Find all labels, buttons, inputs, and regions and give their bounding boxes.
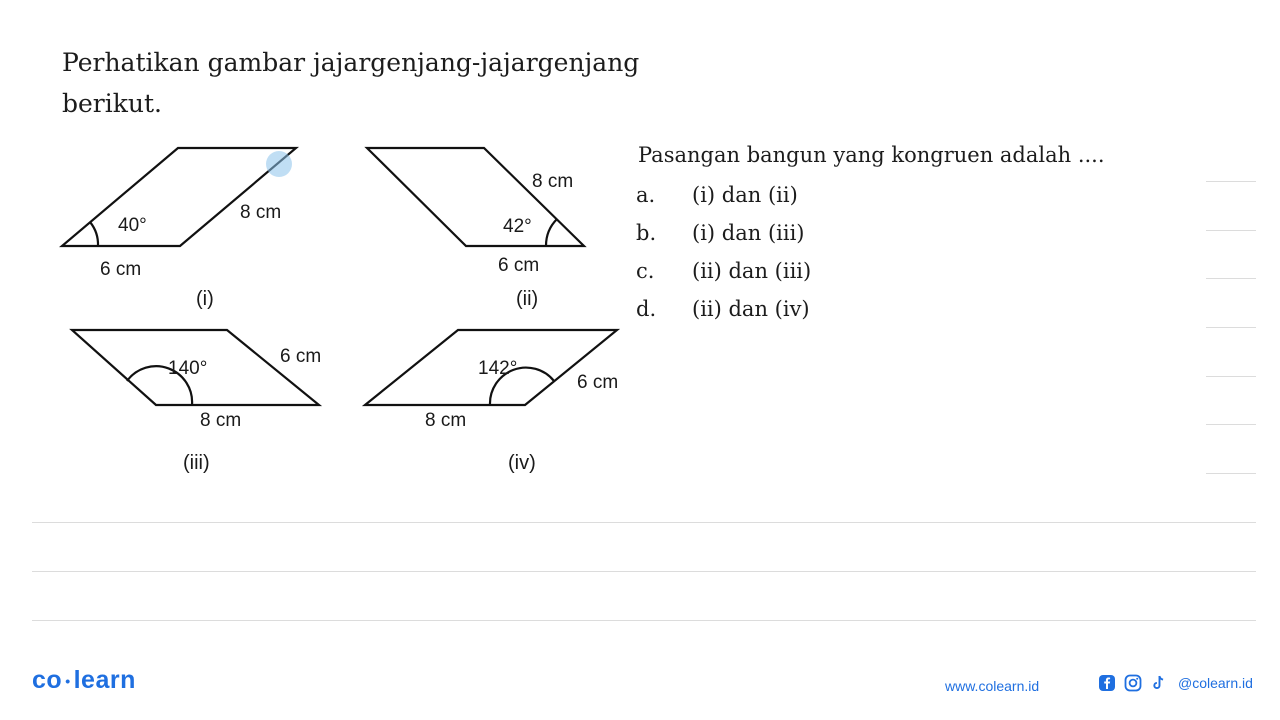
social-links xyxy=(1098,674,1253,692)
angle-label-i: 40° xyxy=(118,215,147,236)
parallelogram-i xyxy=(62,148,296,246)
option-text: (ii) dan (iii) xyxy=(692,259,812,283)
side-label-iii: 6 cm xyxy=(280,346,322,367)
tiktok-icon[interactable] xyxy=(1150,674,1168,692)
caption-iv: (iv) xyxy=(508,452,536,474)
angle-arc-ii xyxy=(546,219,557,246)
angle-arc-i xyxy=(90,222,98,246)
bottom-label-iii: 8 cm xyxy=(200,410,242,431)
option-letter: d. xyxy=(636,297,657,321)
question-prompt: Pasangan bangun yang kongruen adalah .... xyxy=(638,143,1105,167)
option-text: (ii) dan (iv) xyxy=(692,297,810,321)
colearn-logo[interactable] xyxy=(32,666,136,695)
option-text: (i) dan (ii) xyxy=(692,183,798,207)
parallelogram-ii xyxy=(367,148,584,246)
option-text: (i) dan (iii) xyxy=(692,221,805,245)
angle-label-ii: 42° xyxy=(503,216,532,237)
social-handle[interactable]: @colearn.id xyxy=(1178,675,1253,691)
instagram-icon[interactable] xyxy=(1124,674,1142,692)
logo-dot: • xyxy=(65,673,71,690)
side-label-ii: 8 cm xyxy=(532,171,574,192)
website-link[interactable]: www.colearn.id xyxy=(945,678,1040,694)
caption-i: (i) xyxy=(196,288,214,310)
logo-text-learn: learn xyxy=(73,666,136,694)
angle-label-iii: 140° xyxy=(168,358,208,379)
option-letter: a. xyxy=(636,183,656,207)
logo-text-co: co xyxy=(32,666,63,694)
facebook-icon[interactable] xyxy=(1098,674,1116,692)
bottom-label-i: 6 cm xyxy=(100,259,142,280)
caption-ii: (ii) xyxy=(516,288,539,310)
option-letter: b. xyxy=(636,221,657,245)
option-letter: c. xyxy=(636,259,655,283)
question-text: Perhatikan gambar jajargenjang-jajargenjang berikut. xyxy=(62,48,640,118)
pointer-highlight xyxy=(266,151,292,177)
bottom-label-iv: 8 cm xyxy=(425,410,467,431)
angle-label-iv: 142° xyxy=(478,358,518,379)
caption-iii: (iii) xyxy=(183,452,210,474)
side-label-iv: 6 cm xyxy=(577,372,619,393)
bottom-label-ii: 6 cm xyxy=(498,255,540,276)
side-label-i: 8 cm xyxy=(240,202,282,223)
